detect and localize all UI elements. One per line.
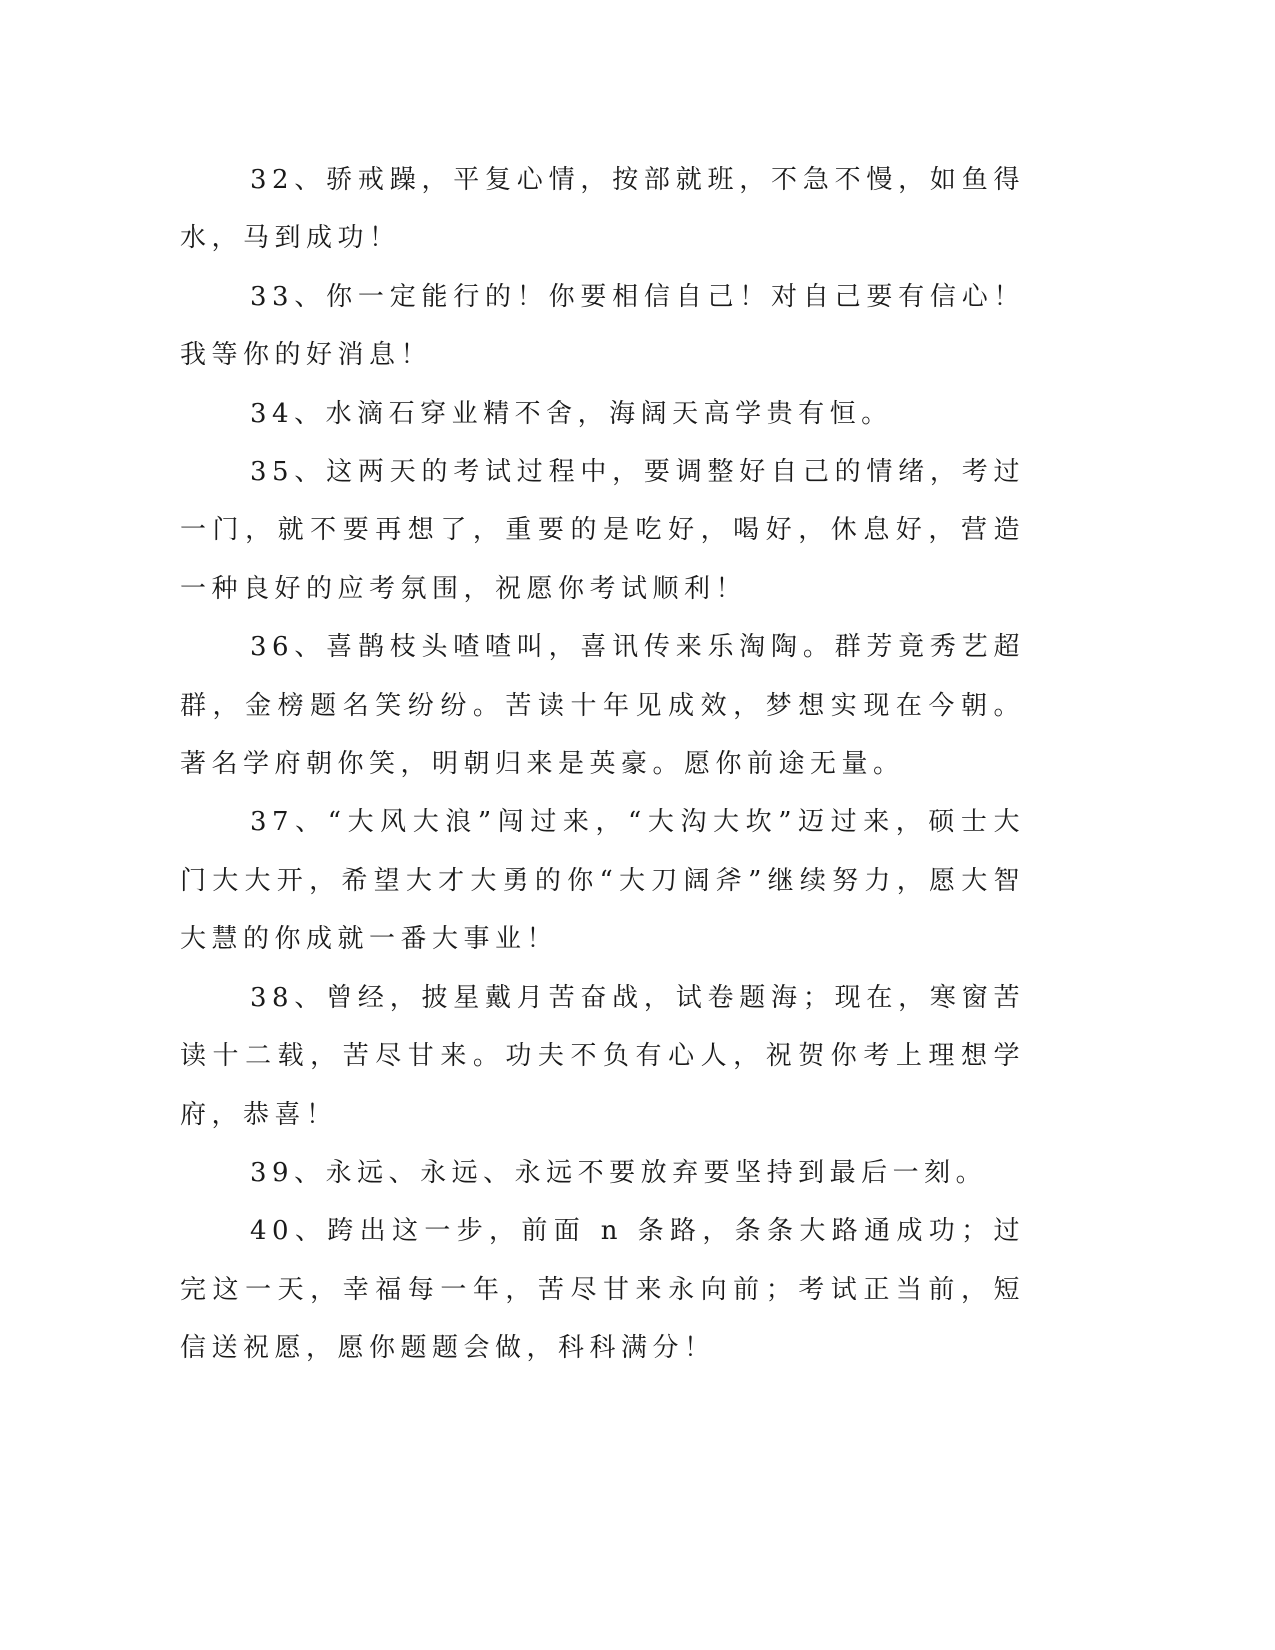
document-body xyxy=(180,151,1025,1378)
paragraph-39: 39、永远、永远、永远不要放弃要坚持到最后一刻。 xyxy=(250,1157,988,1188)
paragraph-37: 37、“大风大浪”闯过来，“大沟大坎”迈过来，硕士大门大大开，希望大才大勇的你“大刀阔斧”继续努力，愿大智大慧的你成就一番大事业！ xyxy=(180,807,1025,955)
paragraph-33: 33、你一定能行的！你要相信自己！对自己要有信心！我等你的好消息！ xyxy=(180,281,1025,371)
paragraph-32: 32、骄戒躁，平复心情，按部就班，不急不慢，如鱼得水，马到成功！ xyxy=(180,165,1025,254)
paragraph-36: 36、喜鹊枝头喳喳叫，喜讯传来乐淘陶。群芳竟秀艺超群，金榜题名笑纷纷。苦读十年见成效，梦想实现在今朝。著名学府朝你笑，明朝归来是英豪。愿你前途无量。 xyxy=(180,632,1025,780)
paragraph-35: 35、这两天的考试过程中，要调整好自己的情绪，考过一门，就不要再想了，重要的是吃好，喝好，休息好，营造一种良好的应考氛围，祝愿你考试顺利！ xyxy=(180,457,1025,604)
paragraph-40: 40、跨出这一步，前面 n 条路，条条大路通成功；过完这一天，幸福每一年，苦尽甘来永向前；考试正当前，短信送祝愿，愿你题题会做，科科满分！ xyxy=(180,1216,1025,1364)
paragraph-34: 34、水滴石穿业精不舍，海阔天高学贵有恒。 xyxy=(250,398,893,429)
paragraph-38: 38、曾经，披星戴月苦奋战，试卷题海；现在，寒窗苦读十二载，苦尽甘来。功夫不负有心人，祝贺你考上理想学府，恭喜！ xyxy=(180,982,1025,1130)
